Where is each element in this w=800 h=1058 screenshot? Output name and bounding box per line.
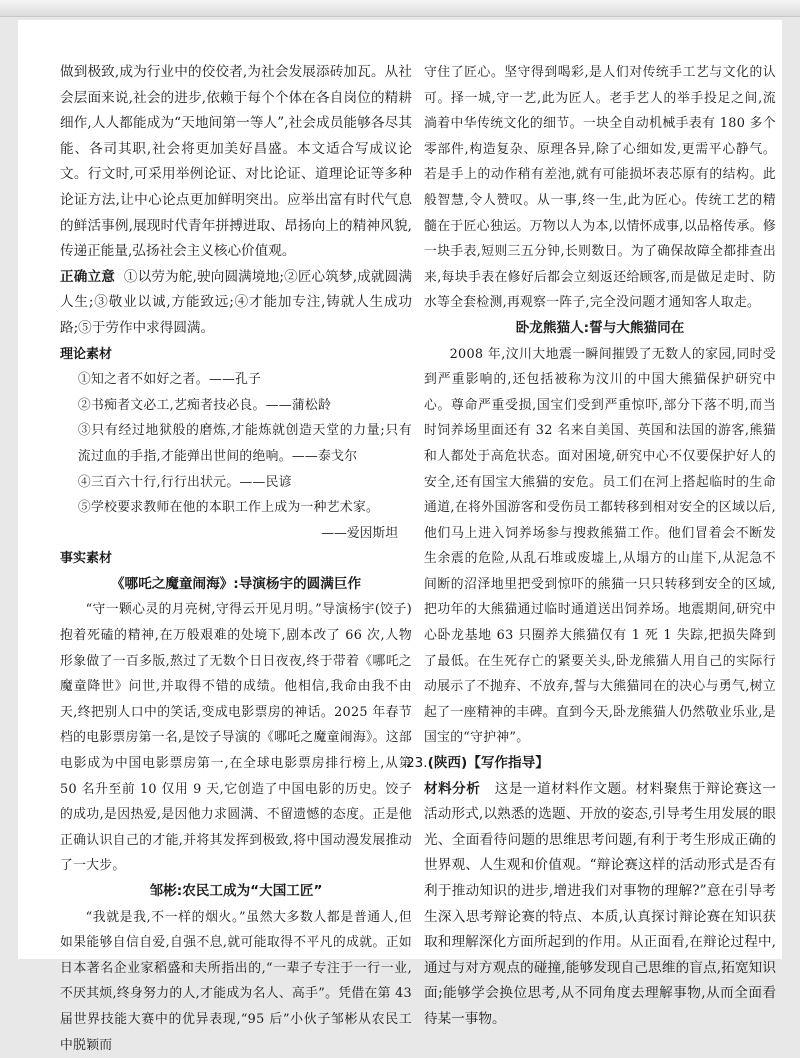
intro-paragraph: 做到极致,成为行业中的佼佼者,为社会发展添砖加瓦。从社会层面来说,社会的进步,依赖于每个个体在各自岗位的精耕细作,人人都能成为“天地间第一等人”,社会成员能够各尽其能、各司其职,社会将更加美好昌盛。本文适合写成议论文。行文时,可采用举例论证、对比论证、道理论证等多种论证方法,让中心论点更加鲜明突出。应举出富有时代气息的鲜活事例,展现时代青年拼搏进取、昂扬向上的精神风貌,传递正能量,弘扬社会主义核心价值观。	[60, 64, 412, 260]
material-analysis-label: 材料分析	[424, 780, 481, 797]
quote-1: ①知之者不如好之者。——孔子	[77, 372, 262, 388]
correct-ideas	[60, 265, 412, 342]
quote-5: ⑤学校要求教师在他的本职工作上成为一种艺术家。	[77, 500, 380, 516]
quote-2: ②书痴者文必工,艺痴者技必良。——蒲松龄	[77, 397, 332, 413]
correct-ideas-text: ①以劳为舵,驶向圆满境地;②匠心筑梦,成就圆满人生;③敬业以诚,方能致远;④才能加专注,铸就人生成功路;⑤于劳作中求得圆满。	[60, 268, 412, 336]
story-3-text: 2008 年,汶川大地震一瞬间摧毁了无数人的家园,同时受到严重影响的,还包括被称为汶川的中国大熊猫保护研究中心。尊命严重受损,国宝们受到严重惊吓,部分下落不明,而当时饲养场里面还有 32 名来自美国、英国和法国的游客,熊猫和人都处于高危状态。面对困境,研究中心不仅要保护好人的安全,还有国宝大熊猫的安危。员工们在河上搭起临时的生命通道,在将外国游客和受伤员工都转移到相对安全的区域以后,他们马上进入饲养场参与搜救熊猫工作。他们冒着会不断发生余震的危险,从乱石堆或废墟上,从塌方的山崖下,从泥急不间断的沼泽地里把受到惊吓的熊猫一只只转移到安全的区域,把功年的大熊猫通过临时通道送出饲养场。地震期间,研究中心卧龙基地 63 只圈养大熊猫仅有 1 死 1 失踪,把损失降到了最低。在生死存亡的紧要关头,卧龙熊猫人用自己的实际行动展示了不抛弃、不放弃,誓与大熊猫同在的决心与勇气,树立起了一座精神的丰碑。直到今天,卧龙熊猫人仍然敬业乐业,是国宝的“守护神”。	[424, 346, 776, 746]
story-3-title: 卧龙熊猫人:誓与大熊猫同在	[515, 319, 685, 336]
story-1-text: “守一颗心灵的月亮树,守得云开见月明。”导演杨宇(饺子)抱着死磕的精神,在万般艰难的处境下,剧本改了 66 次,人物形象做了一百多版,熬过了无数个日日夜夜,终于带着《哪吒之魔童降世》问世,并取得不错的成绩。他相信,我命由我不由天,终把别人口中的笑话,变成电影票房的神话。2025 年春节档的电影票房第一名,是饺子导演的《哪吒之魔童闹海》。这部电影成为中国电影票房第一,在全球电影票房排行榜上,从第 50 名升至前 10 仅用 9 天,它创造了中国电影的历史。饺子的成功,是因热爱,是因他力求圆满、不留遗憾的态度。正是他正确认识自己的才能,并将其发挥到极致,将中国动漫发展推动了一大步。	[60, 602, 412, 874]
quote-4: ④三百六十行,行行出状元。——民谚	[77, 474, 292, 490]
question-region: (陕西)	[427, 755, 468, 772]
left-column	[60, 60, 412, 1058]
story-2-text: “我就是我,不一样的烟火。”虽然大多数人都是普通人,但如果能够自信自爱,自强不息,就可能取得不平凡的成就。正如日本著名企业家稻盛和夫所指出的,“一辈子专注于一行一业,不厌其烦,终身努力的人,才能成为名人、高手”。凭借在第 43 届世界技能大赛中的优异表现,“95 后”小伙子邹彬从农民工中脱颖而	[60, 909, 412, 1053]
quote-3: ③只有经过地狱般的磨炼,才能炼就创造天堂的力量;只有流过血的手指,才能弹出世间的绝响。——泰戈尔	[77, 423, 412, 464]
right-column	[406, 60, 777, 1033]
document-page	[18, 20, 782, 1053]
viewer-top-bar	[0, 0, 800, 17]
question-number: 23.	[406, 755, 428, 772]
story-1-title: 《哪吒之魔童闹海》:导演杨宇的圆满巨作	[110, 575, 362, 592]
quote-5-attribution: ——爱因斯坦	[321, 525, 398, 541]
question-tag: 【写作指导】	[467, 755, 549, 772]
theory-heading: 理论素材	[60, 346, 113, 362]
story-2-title: 邹彬:农民工成为“大国工匠”	[149, 883, 323, 899]
facts-heading: 事实素材	[60, 551, 113, 567]
material-analysis	[424, 777, 776, 1033]
story-continued-text: 守住了匠心。坚守得到喝彩,是人们对传统手工艺与文化的认可。择一城,守一艺,此为匠人。老手艺人的举手投足之间,流淌着中华传统文化的细节。一块全自动机械手表有 180 多个零部件,构造复杂、原理各异,除了心细如发,更需平心静气。若是手上的动作稍有差池,就有可能损坏表芯原有的结构。此般智慧,令人赞叹。从一事,终一生,此为匠心。传统工艺的精髓在于匠心独运。万物以人为本,以情怀成事,以品格传承。修一块手表,短则三五分钟,长则数日。为了确保故障全都排查出来,每块手表在修好后都会立刻返还给顾客,而是做足走时、防水等全套检测,再观察一阵子,完全没问题才通知客人取走。	[424, 65, 776, 311]
correct-ideas-label: 正确立意	[60, 268, 115, 285]
material-analysis-text: 这是一道材料作文题。材料聚焦于辩论赛这一活动形式,以熟悉的选题、开放的姿态,引导考生用发展的眼光、全面看待问题的思维思考问题,有利于考生形成正确的世界观、人生观和价值观。“辩论赛这样的活动形式是否有利于推动知识的进步,增进我们对事物的理解?”意在引导考生深入思考辩论赛的特点、本质,认真探讨辩论赛在知识获取和理解深化方面所起到的作用。从正面看,在辩论过程中,通过与对方观点的碰撞,能够发现自己思维的盲点,拓宽知识面;能够学会换位思考,从不同角度去理解事物,从而全面看待某一事物。	[424, 780, 777, 1027]
question-23-header	[406, 751, 776, 777]
